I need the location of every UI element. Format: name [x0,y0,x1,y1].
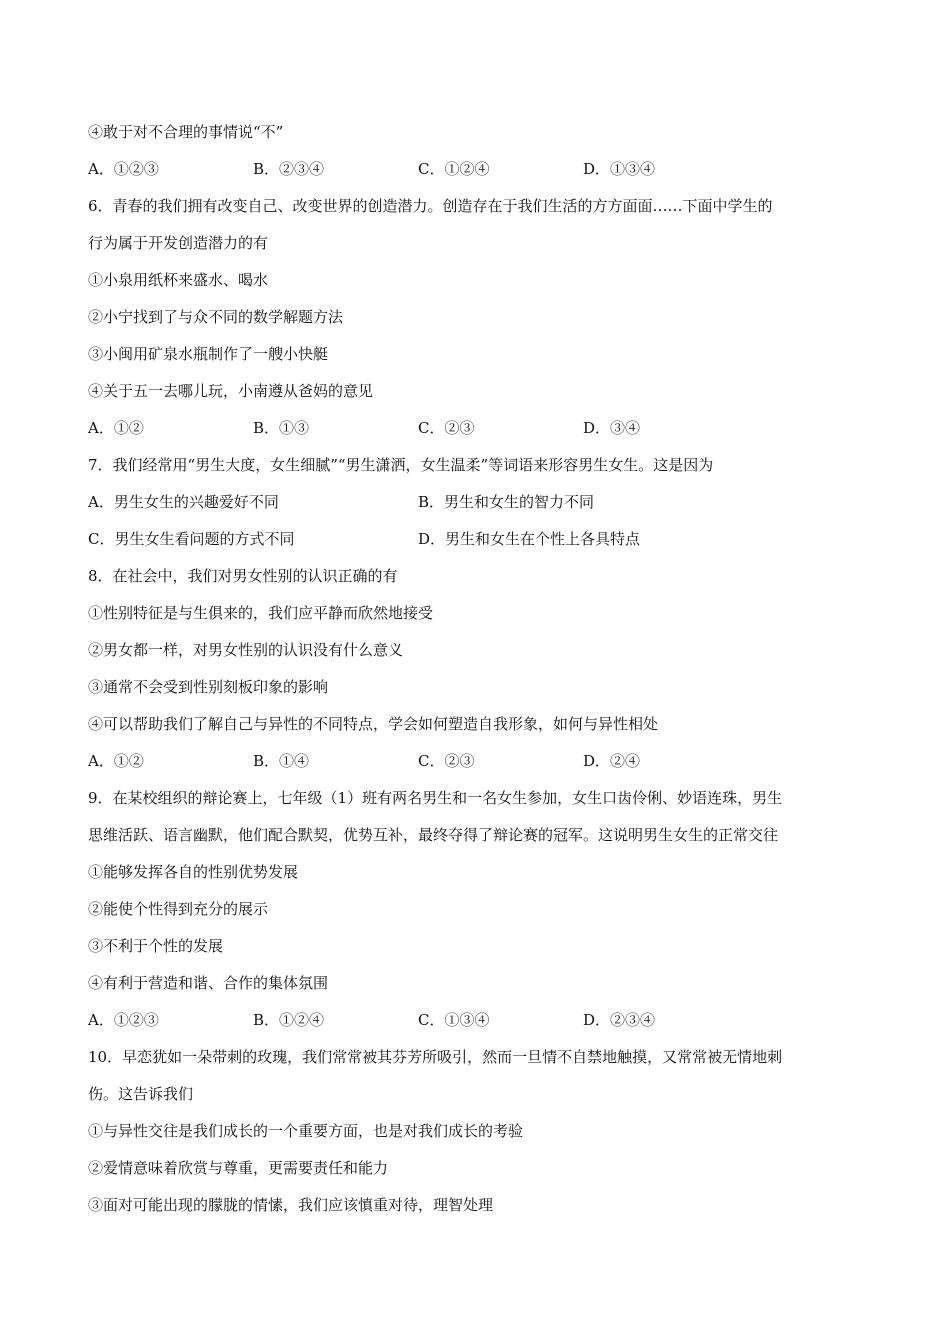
q8-option-d: D．②④ [583,752,641,770]
q10-stem-line2: 伤。这告诉我们 [88,1085,194,1103]
q6-options [88,410,868,447]
q8-option-c: C．②③ [418,752,475,770]
q6-item-4: ④关于五一去哪儿玩，小南遵从爸妈的意见 [88,382,374,400]
q8-item-2: ②男女都一样，对男女性别的认识没有什么意义 [88,641,404,659]
page-content [88,114,868,1224]
q9-stem-line1: 9．在某校组织的辩论赛上，七年级（1）班有两名男生和一名女生参加，女生口齿伶俐、妙语连珠，男生 [88,789,783,807]
q6-option-a: A．①② [88,419,144,437]
q6-option-d: D．③④ [583,419,641,437]
q9-item-3: ③不利于个性的发展 [88,937,224,955]
q6-item-2: ②小宁找到了与众不同的数学解题方法 [88,308,344,326]
q9-option-c: C．①③④ [418,1011,490,1029]
q9-option-d: D．②③④ [583,1011,656,1029]
q9-option-b: B．①②④ [253,1011,325,1029]
q5-option-c: C．①②④ [418,160,490,178]
q7-option-a: A．男生女生的兴趣爱好不同 [88,493,279,511]
q5-option-a: A．①②③ [88,160,159,178]
q8-option-a: A．①② [88,752,144,770]
q5-options [88,151,868,188]
q8-item-4: ④可以帮助我们了解自己与异性的不同特点，学会如何塑造自我形象，如何与异性相处 [88,715,659,733]
q10-stem-line1: 10．早恋犹如一朵带刺的玫瑰，我们常常被其芬芳所吸引，然而一旦情不自禁地触摸，又常常被无情地刺 [88,1048,783,1066]
q7-option-d: D．男生和女生在个性上各具特点 [418,530,641,548]
q8-stem: 8．在社会中，我们对男女性别的认识正确的有 [88,567,398,585]
q6-option-b: B．①③ [253,419,310,437]
q7-options-row1 [88,484,868,521]
q7-options-row2 [88,521,868,558]
q8-item-1: ①性别特征是与生俱来的，我们应平静而欣然地接受 [88,604,434,622]
q9-options [88,1002,868,1039]
q6-stem-line1: 6．青春的我们拥有改变自己、改变世界的创造潜力。创造存在于我们生活的方方面面……下面中学生的 [88,197,773,215]
q9-item-4: ④有利于营造和谐、合作的集体氛围 [88,974,329,992]
q9-option-a: A．①②③ [88,1011,159,1029]
q6-option-c: C．②③ [418,419,475,437]
q6-stem-line2: 行为属于开发创造潜力的有 [88,234,269,252]
q10-item-3: ③面对可能出现的朦胧的情愫，我们应该慎重对待，理智处理 [88,1196,494,1214]
q5-option-d: D．①③④ [583,160,656,178]
q9-item-1: ①能够发挥各自的性别优势发展 [88,863,299,881]
q5-item-4: ④敢于对不合理的事情说“不” [88,123,284,141]
q6-item-3: ③小闽用矿泉水瓶制作了一艘小快艇 [88,345,329,363]
q9-stem-line2: 思维活跃、语言幽默，他们配合默契，优势互补，最终夺得了辩论赛的冠军。这说明男生女生的正常交往 [88,826,779,844]
q5-option-b: B．②③④ [253,160,325,178]
q6-item-1: ①小泉用纸杯来盛水、喝水 [88,271,269,289]
q7-stem: 7．我们经常用“男生大度，女生细腻”“男生潇洒，女生温柔”等词语来形容男生女生。这是因为 [88,456,714,474]
q7-option-c: C．男生女生看问题的方式不同 [88,530,295,548]
q10-item-2: ②爱情意味着欣赏与尊重，更需要责任和能力 [88,1159,389,1177]
q7-option-b: B．男生和女生的智力不同 [418,493,595,511]
q8-option-b: B．①④ [253,752,310,770]
q10-item-1: ①与异性交往是我们成长的一个重要方面，也是对我们成长的考验 [88,1122,524,1140]
q8-options [88,743,868,780]
q8-item-3: ③通常不会受到性别刻板印象的影响 [88,678,329,696]
q9-item-2: ②能使个性得到充分的展示 [88,900,269,918]
